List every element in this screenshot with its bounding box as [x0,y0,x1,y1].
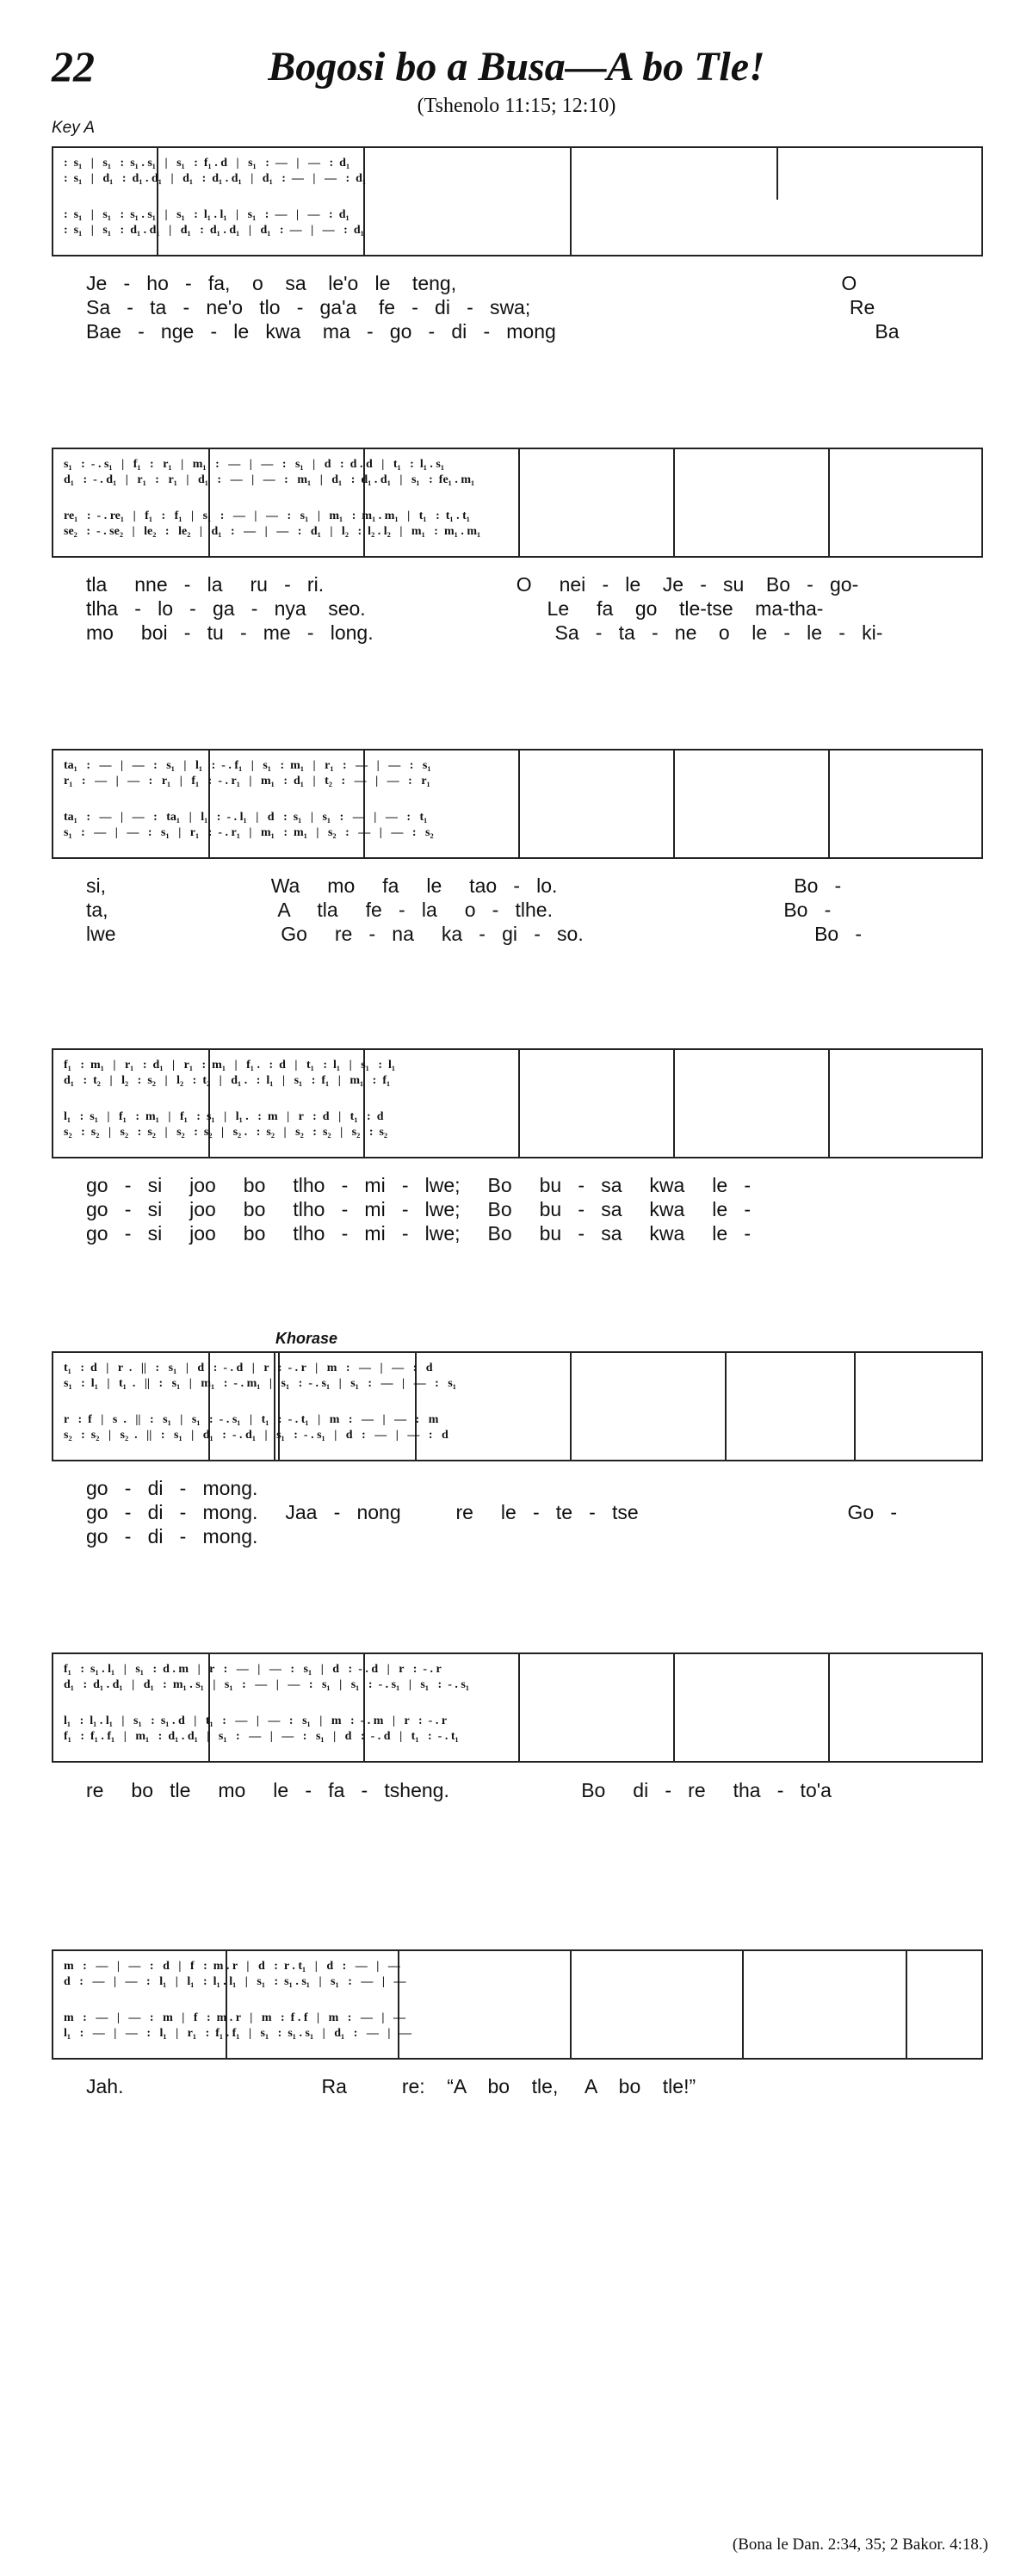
soprano-notes: f₁ : s₁ . l₁ | s₁ : d . m | r : — | — : s₁ | d : - . d | r : - . r [64,1663,442,1676]
bass-notes: s₂ : s₂ | s₂ . || : s₁ | d₁ : - . d₁ | s₁ : - . s₁ | d : — | — : d [64,1429,448,1442]
tenor-notes: m : — | — : m | f : m . r | m : f . f | m : — | — [64,2011,405,2024]
bass-notes: l₁ : — | — : l₁ | r₁ : f₁ . f₁ | s₁ : s₁ . s₁ | d₁ : — | — [64,2027,411,2040]
music-system [52,749,983,859]
alto-notes: d₁ : t₂ | l₂ : s₂ | l₂ : t₂ | d₁ . : l₁ | s₁ : f₁ | m₁ : f₁ [64,1074,391,1087]
alto-notes: r₁ : — | — : r₁ | f₁ : - . r₁ | m₁ : d₁ | t₂ : — | — : r₁ [64,775,430,788]
soprano-notes: f₁ : m₁ | r₁ : d₁ | r₁ : m₁ | f₁ . : d | t₁ : l₁ | s₁ : l₁ [64,1059,396,1072]
footer-reference: (Bona le Dan. 2:34, 35; 2 Bakor. 4:18.) [732,2536,988,2554]
music-system [52,146,983,256]
lyric-verse-1: tla nne - la ru - ri. O nei - le Je - su Bo - go- [86,573,859,596]
bass-notes: : s₁ | s₁ : d₁ . d₁ | d₁ : d₁ . d₁ | d₁ : — | — : d₁ [64,224,364,237]
khorase-label: Khorase [275,1330,338,1347]
tenor-notes: r : f | s . || : s₁ | s₁ : - . s₁ | t₁ : - . t₁ | m : — | — : m [64,1413,439,1426]
hymn-title: Bogosi bo a Busa—A bo Tle! [268,44,765,90]
music-system [52,1949,983,2060]
lyric-verse-2: tlha - lo - ga - nya seo. Le fa go tle-tse ma-tha- [86,597,824,620]
soprano-notes: s₁ : - . s₁ | f₁ : r₁ | m₁ : — | — : s₁ | d : d . d | t₁ : l₁ . s₁ [64,458,445,471]
music-system [52,1048,983,1158]
bass-notes: se₂ : - . se₂ | le₂ : le₂ | d₁ : — | — : d₁ | l₂ : l₂ . l₂ | m₁ : m₁ . m₁ [64,525,481,538]
key-signature: Key A [52,119,95,137]
lyric-verse-2: ta, A tla fe - la o - tlhe. Bo - [86,899,832,921]
music-system [52,1652,983,1763]
tenor-notes: l₁ : s₁ | f₁ : m₁ | f₁ : s₁ | l₁ . : m | r : d | t₁ : d [64,1110,384,1123]
soprano-notes: : s₁ | s₁ : s₁ . s₁ | s₁ : f₁ . d | s₁ : — | — : d₁ [64,157,350,170]
bass-notes: s₂ : s₂ | s₂ : s₂ | s₂ : s₂ | s₂ . : s₂ | s₂ : s₂ | s₂ : s₂ [64,1126,388,1139]
lyric-verse-3: mo boi - tu - me - long. Sa - ta - ne o le - le - ki- [86,621,883,644]
lyric-verse-1: go - di - mong. [86,1477,258,1499]
bass-notes: f₁ : f₁ . f₁ | m₁ : d₁ . d₁ | s₁ : — | — : s₁ | d : - . d | t₁ : - . t₁ [64,1730,459,1743]
lyric-verse-3: lwe Go re - na ka - gi - so. Bo - [86,923,863,945]
music-system [52,448,983,558]
alto-notes: d : — | — : l₁ | l₁ : l₁ . l₁ | s₁ : s₁ . s₁ | s₁ : — | — [64,1975,406,1988]
soprano-notes: t₁ : d | r . || : s₁ | d : - . d | r : - . r | m : — | — : d [64,1362,433,1374]
lyric-verse-1: Je - ho - fa, o sa le'o le teng, O [86,272,857,294]
lyric-verse-1: Jah. Ra re: “A bo tle, A bo tle!” [86,2075,696,2097]
tenor-notes: re₁ : - . re₁ | f₁ : f₁ | s₁ : — | — : s₁ | m₁ : m₁ . m₁ | t₁ : t₁ . t₁ [64,510,470,522]
lyric-verse-1: re bo tle mo le - fa - tsheng. Bo di - re tha - to'a [86,1779,832,1801]
soprano-notes: m : — | — : d | f : m . r | d : r . t₁ | d : — | — [64,1960,400,1973]
lyric-verse-2: Sa - ta - ne'o tlo - ga'a fe - di - swa; Re [86,296,875,318]
tenor-notes: l₁ : l₁ . l₁ | s₁ : s₁ . d | t₁ : — | — : s₁ | m : - . m | r : - . r [64,1714,448,1727]
lyric-verse-2: go - si joo bo tlho - mi - lwe; Bo bu - sa kwa le - [86,1198,752,1220]
lyric-verse-3: Bae - nge - le kwa ma - go - di - mong Ba [86,320,900,343]
bass-notes: s₁ : — | — : s₁ | r₁ : - . r₁ | m₁ : m₁ | s₂ : — | — : s₂ [64,826,434,839]
alto-notes: d₁ : - . d₁ | r₁ : r₁ | d₁ : — | — : m₁ | d₁ : d₁ . d₁ | s₁ : fe₁ . m₁ [64,473,475,486]
tenor-notes: ta₁ : — | — : ta₁ | l₁ : - . l₁ | d : s₁ | s₁ : — | — : t₁ [64,811,428,824]
scripture-reference: (Tshenolo 11:15; 12:10) [417,95,616,117]
lyric-verse-1: si, Wa mo fa le tao - lo. Bo - [86,874,842,897]
alto-notes: d₁ : d₁ . d₁ | d₁ : m₁ . s₁ | s₁ : — | — : s₁ | s₁ : - . s₁ | s₁ : - . s₁ [64,1678,470,1691]
alto-notes: : s₁ | d₁ : d₁ . d₁ | d₁ : d₁ . d₁ | d₁ : — | — : d₁ [64,172,367,185]
alto-notes: s₁ : l₁ | t₁ . || : s₁ | m₁ : - . m₁ | s₁ : - . s₁ | s₁ : — | — : s₁ [64,1377,456,1390]
tenor-notes: : s₁ | s₁ : s₁ . s₁ | s₁ : l₁ . l₁ | s₁ : — | — : d₁ [64,208,349,221]
lyric-verse-1: go - si joo bo tlho - mi - lwe; Bo bu - sa kwa le - [86,1174,752,1196]
hymn-number: 22 [52,42,95,90]
soprano-notes: ta₁ : — | — : s₁ | l₁ : - . f₁ | s₁ : m₁ | r₁ : — | — : s₁ [64,759,431,772]
lyric-verse-3: go - si joo bo tlho - mi - lwe; Bo bu - sa kwa le - [86,1222,752,1245]
lyric-verse-3: go - di - mong. [86,1525,258,1547]
music-system [52,1351,983,1461]
lyric-verse-2: go - di - mong. Jaa - nong re le - te - tse Go - [86,1501,898,1523]
